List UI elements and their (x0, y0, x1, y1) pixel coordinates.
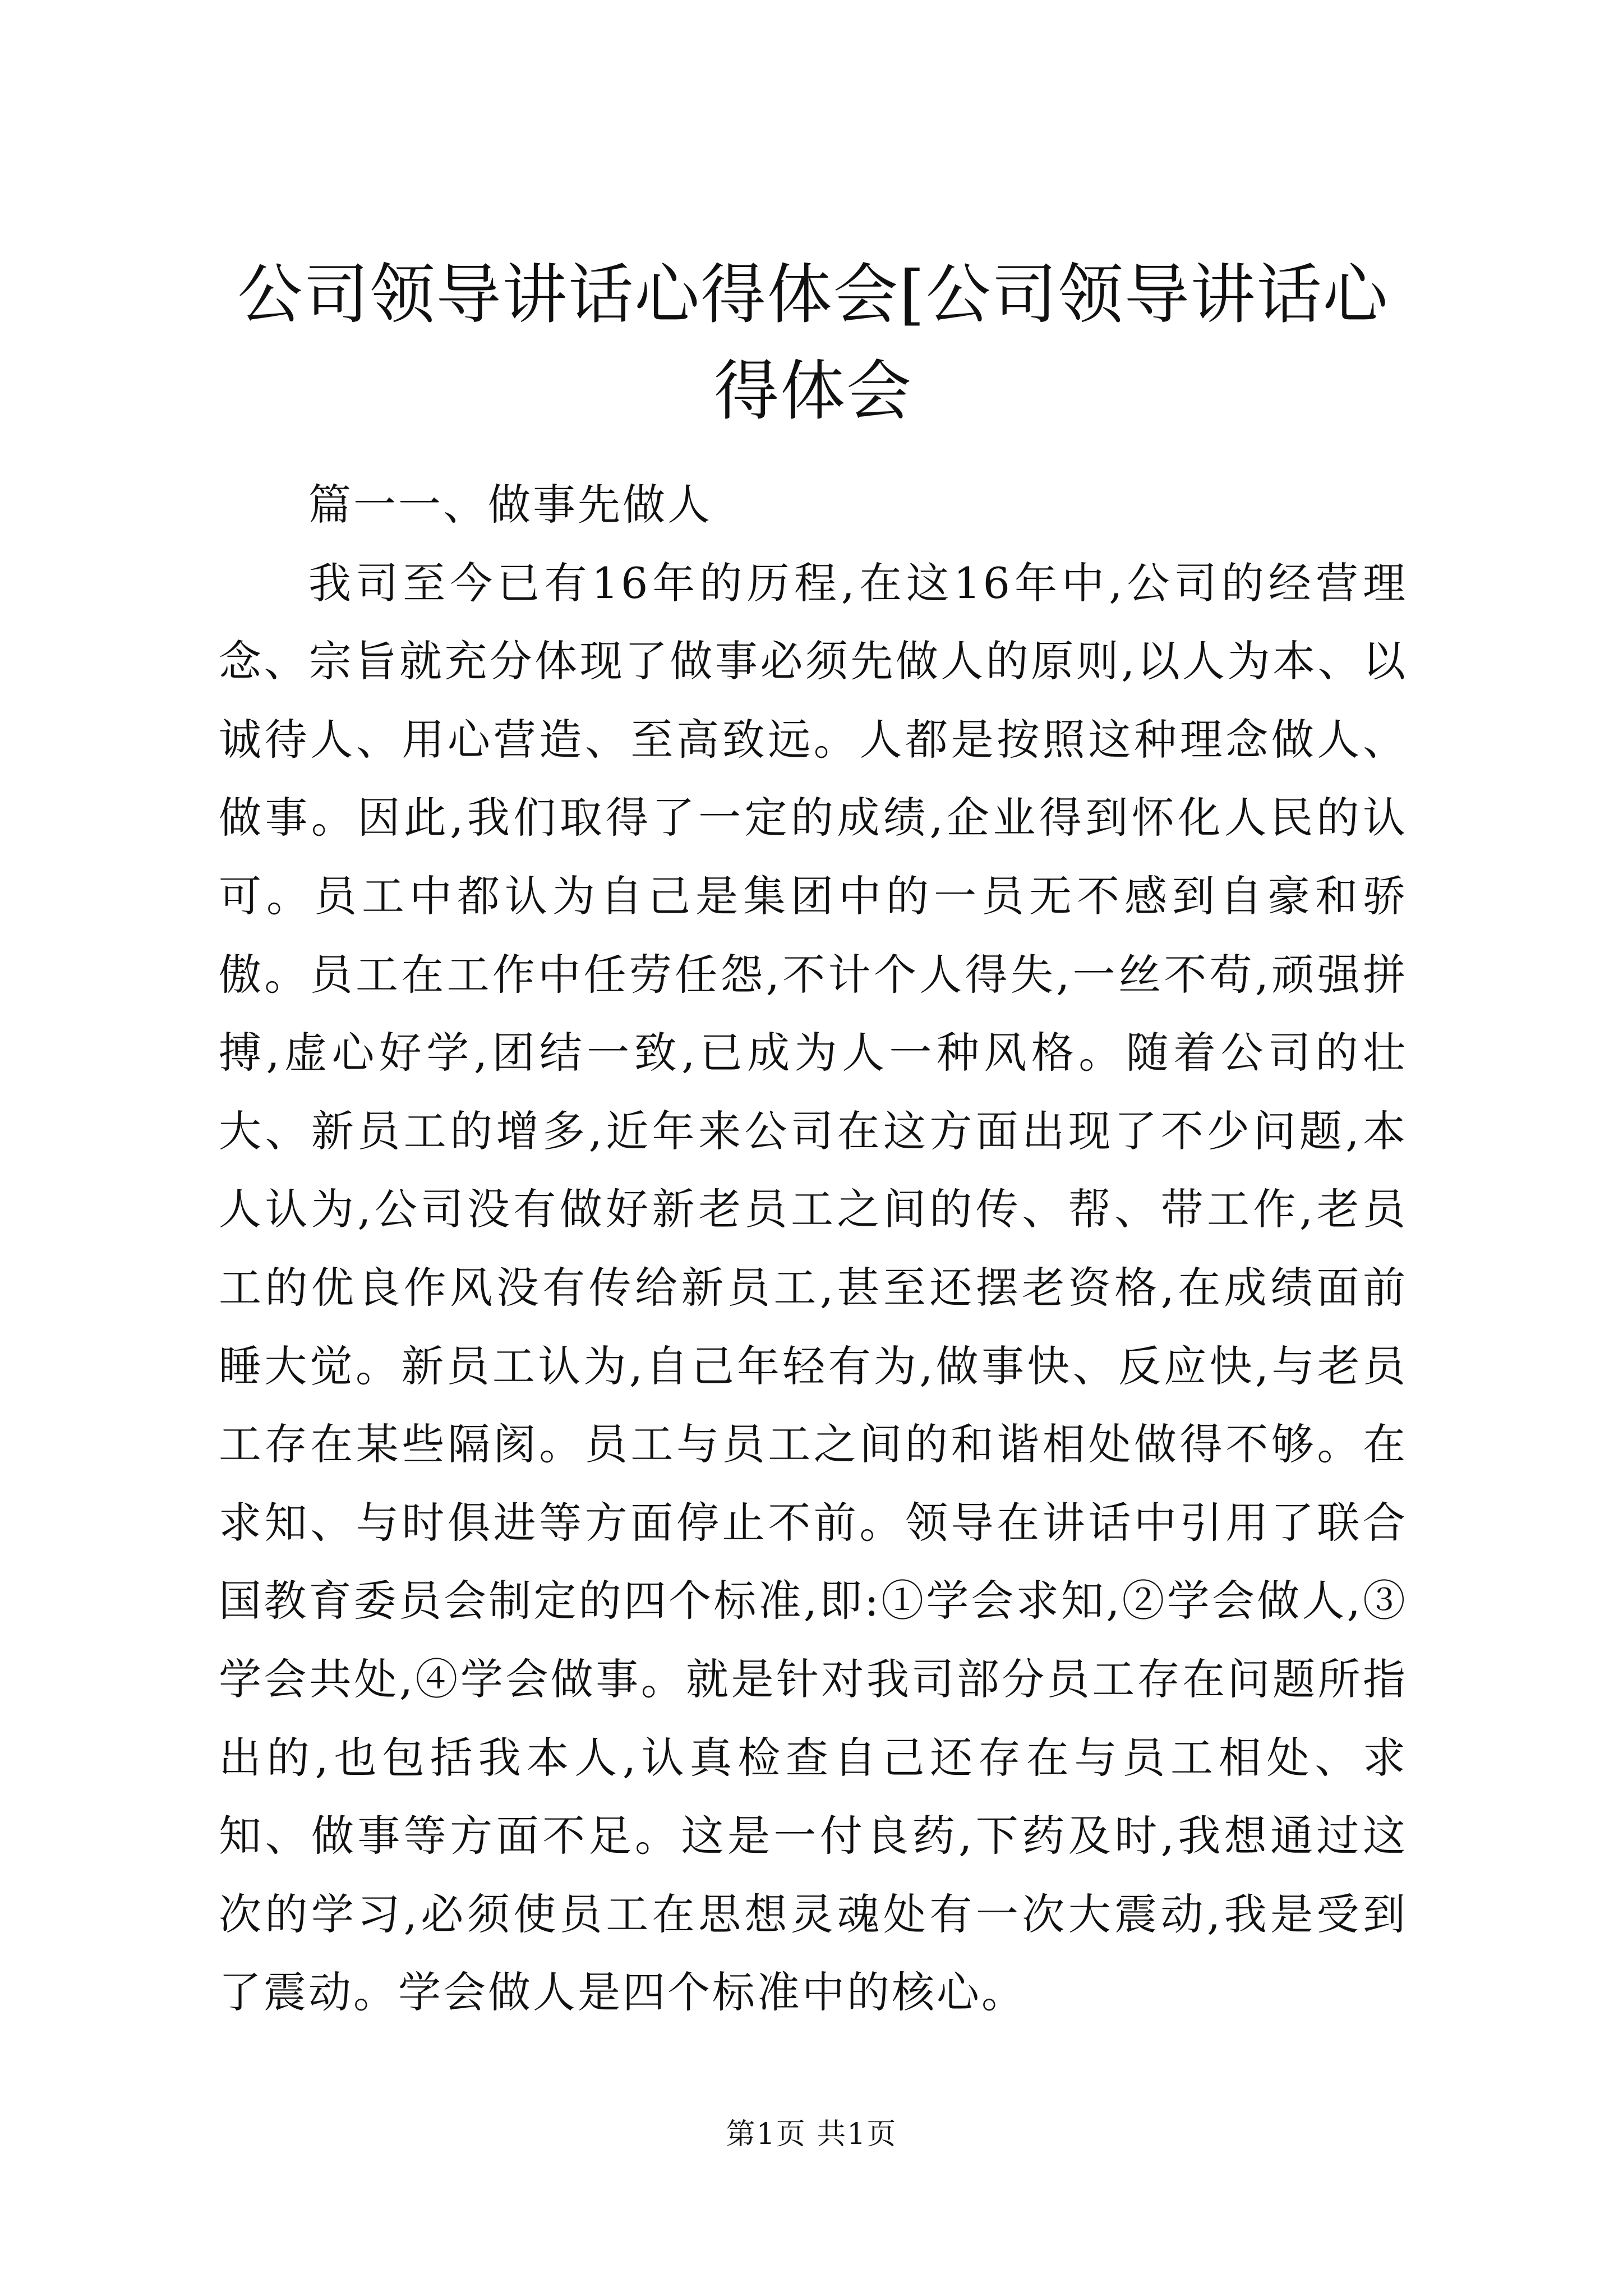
body-paragraph: 我司至今已有16年的历程,在这16年中,公司的经营理念、宗旨就充分体现了做事必须先做人的原则,以人为本、以诚待人、用心营造、至高致远。人都是按照这种理念做人、做事。因此,我们取得了一定的成绩,企业得到怀化人民的认可。员工中都认为自己是集团中的一员无不感到自豪和骄傲。员工在工作中任劳任怨,不计个人得失,一丝不苟,顽强拼搏,虚心好学,团结一致,已成为人一种风格。随着公司的壮大、新员工的增多,近年来公司在这方面出现了不少问题,本人认为,公司没有做好新老员工之间的传、帮、带工作,老员工的优良作风没有传给新员工,甚至还摆老资格,在成绩面前睡大觉。新员工认为,自己年轻有为,做事快、反应快,与老员工存在某些隔阂。员工与员工之间的和谐相处做得不够。在求知、与时俱进等方面停止不前。领导在讲话中引用了联合国教育委员会制定的四个标准,即:①学会求知,②学会做人,③学会共处,④学会做事。就是针对我司部分员工存在问题所指出的,也包括我本人,认真检查自己还存在与员工相处、求知、做事等方面不足。这是一付良药,下药及时,我想通过这次的学习,必须使员工在思想灵魂处有一次大震动,我是受到了震动。学会做人是四个标准中的核心。 (219, 558, 1408, 2018)
section-heading: 篇一一、做事先做人 (308, 480, 712, 530)
page-footer: 第1页 共1页 (726, 2118, 897, 2151)
document-body (219, 466, 1408, 2032)
document-title: 公司领导讲话心得体会[公司领导讲话心得体会 (237, 257, 1389, 429)
